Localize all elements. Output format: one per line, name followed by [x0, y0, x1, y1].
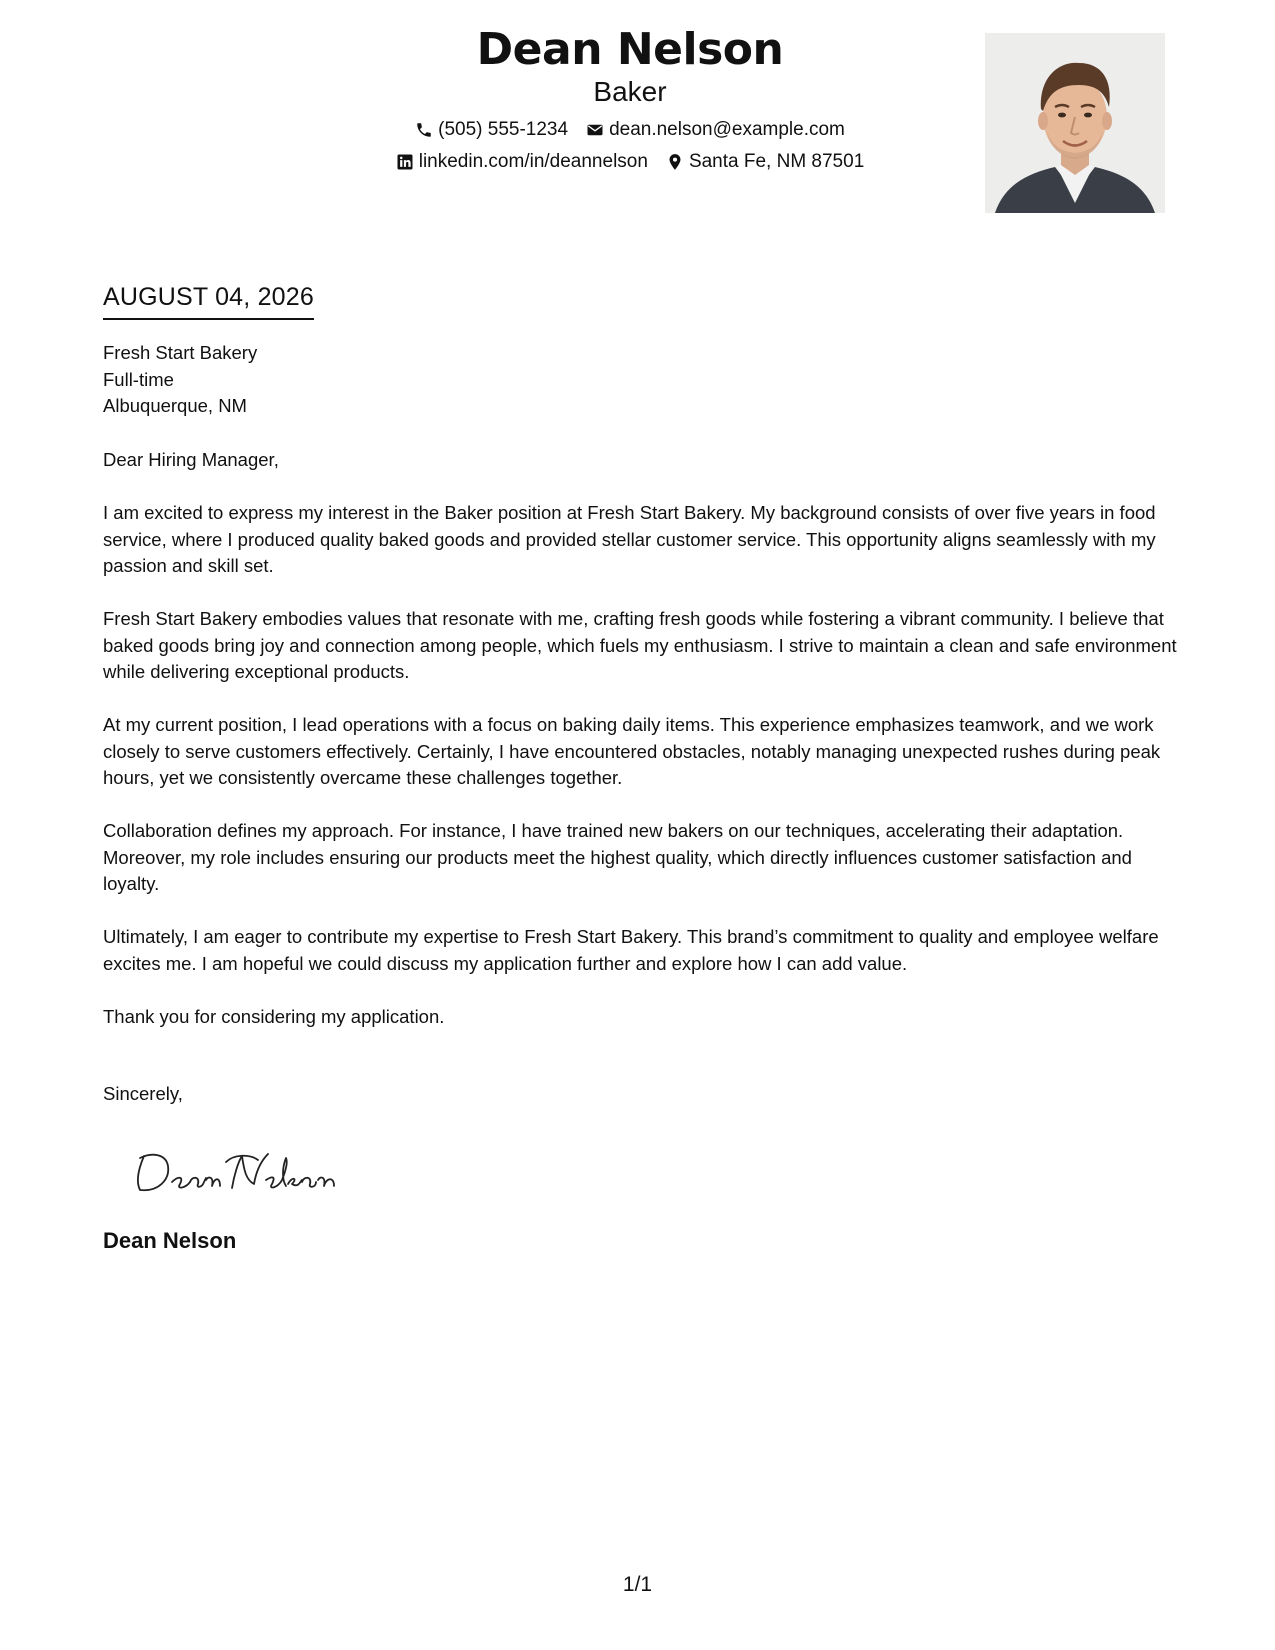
- paragraph: Fresh Start Bakery embodies values that resonate with me, crafting fresh goods while fostering a vibrant community. I believe that baked goods bring joy and connection among people, which fuels my enthusiasm. I strive to maintain a clean and safe environment while delivering exceptional products.: [103, 608, 1177, 682]
- paragraph: I am excited to express my interest in the Baker position at Fresh Start Bakery. My background consists of over five years in food service, where I produced quality baked goods and provided stellar customer service. This opportunity aligns seamlessly with my passion and skill set.: [103, 502, 1156, 576]
- contact-row-secondary: [330, 146, 930, 178]
- phone-contact: [415, 114, 568, 146]
- location-contact: [666, 146, 864, 178]
- profile-photo: [985, 33, 1165, 213]
- email-contact[interactable]: [586, 114, 845, 146]
- recipient-block: [103, 340, 257, 420]
- greeting: Dear Hiring Manager,: [103, 449, 279, 470]
- signed-name: Dean Nelson: [103, 1228, 237, 1253]
- envelope-icon: [586, 121, 604, 139]
- handwritten-signature: [130, 1140, 350, 1200]
- linkedin-text: linkedin.com/in/deannelson: [418, 151, 648, 172]
- letter-body: [103, 447, 1183, 1057]
- closing: Sincerely,: [103, 1083, 183, 1104]
- page-number: 1/1: [622, 1573, 653, 1596]
- paragraph: Thank you for considering my application.: [103, 1005, 445, 1027]
- map-pin-icon: [666, 153, 684, 171]
- paragraph: At my current position, I lead operations with a focus on baking daily items. This experience emphasizes teamwork, and we work closely to serve customers effectively. Certainly, I have encountered obstacles, notably managing unexpected rushes during peak hours, yet we consistently overcame these challenges together.: [103, 714, 1161, 788]
- email-text: dean.nelson@example.com: [609, 119, 845, 140]
- job-title: Baker: [593, 76, 667, 107]
- linkedin-contact[interactable]: [396, 146, 648, 178]
- recipient-company: Fresh Start Bakery: [103, 342, 258, 363]
- contact-row-primary: [330, 114, 930, 146]
- paragraph: Collaboration defines my approach. For instance, I have trained new bakers on our techniques, accelerating their adaptation. Moreover, my role includes ensuring our products meet the highest quality, which directly influences customer satisfaction and loyalty.: [103, 820, 1132, 894]
- linkedin-icon: [396, 153, 414, 171]
- letter-date: AUGUST 04, 2026: [103, 280, 314, 320]
- location-text: Santa Fe, NM 87501: [688, 151, 865, 172]
- applicant-name: Dean Nelson: [476, 24, 784, 75]
- phone-icon: [415, 121, 433, 139]
- header: [330, 24, 930, 178]
- paragraph: Ultimately, I am eager to contribute my expertise to Fresh Start Bakery. This brand’s commitment to quality and employee welfare excites me. I am hopeful we could discuss my application further and explore how I can add value.: [103, 926, 1159, 974]
- recipient-employment-type: Full-time: [103, 368, 174, 390]
- phone-text: (505) 555-1234: [438, 119, 569, 140]
- recipient-location: Albuquerque, NM: [103, 395, 247, 416]
